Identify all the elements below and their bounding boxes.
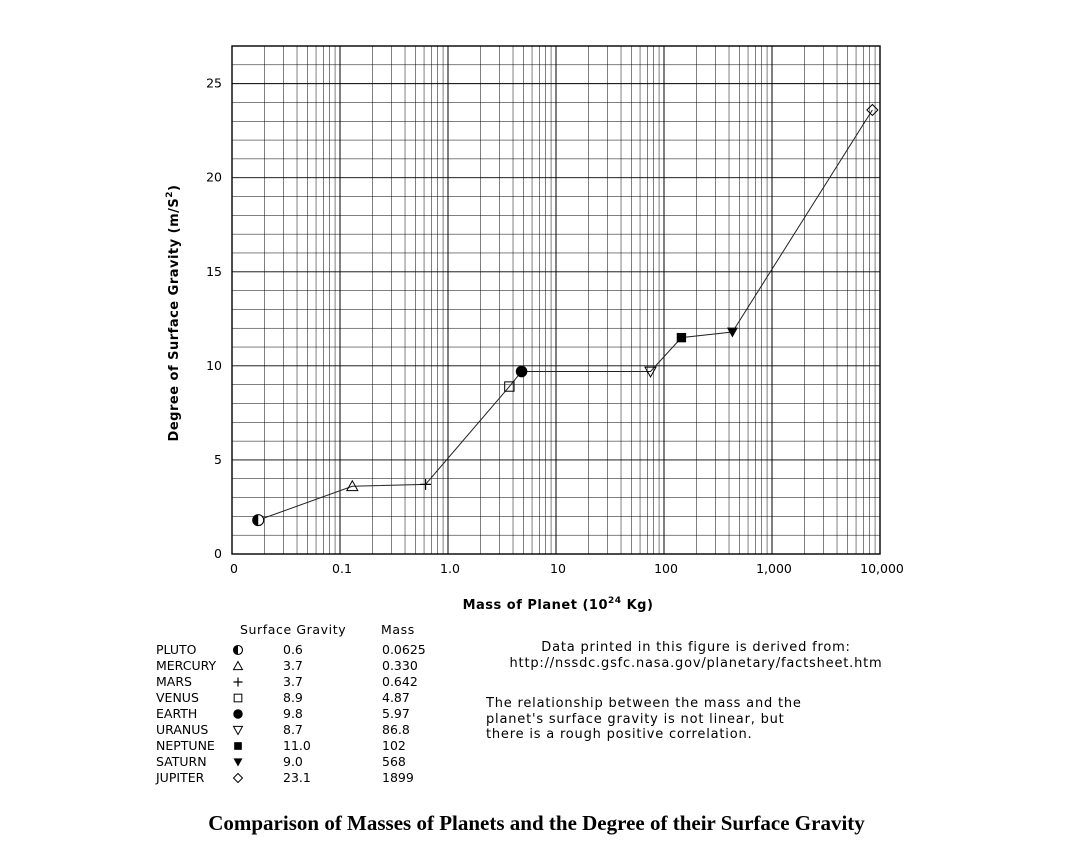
notes <box>466 640 926 742</box>
legend-planet-name: NEPTUNE <box>156 738 215 753</box>
data-markers <box>253 104 878 525</box>
legend-gravity-value: 3.7 <box>283 674 303 689</box>
y-tick-label: 20 <box>206 169 222 185</box>
legend-row-pluto <box>156 642 456 658</box>
legend-mass-value: 102 <box>382 738 406 753</box>
x-tick-label: 100 <box>654 561 678 576</box>
source-line-2: http://nssdc.gsfc.nasa.gov/planetary/factsheet.htm <box>509 655 883 671</box>
legend-marker-icon <box>231 691 245 705</box>
legend-marker-svg <box>231 675 245 689</box>
marker-shape <box>645 367 656 377</box>
relationship-note <box>486 696 926 743</box>
legend-header-gravity: Surface Gravity <box>240 622 347 637</box>
marker-shape <box>234 742 242 750</box>
relationship-line-2: planet's surface gravity is not linear, but <box>486 711 785 727</box>
marker-shape <box>516 366 528 378</box>
marker-shape <box>234 694 242 702</box>
y-tick-label: 0 <box>214 546 222 561</box>
legend-mass-value: 568 <box>382 754 406 769</box>
y-tick-label: 25 <box>206 75 222 91</box>
data-point-pluto <box>253 515 264 526</box>
legend-marker-icon <box>231 723 245 737</box>
legend-row-mars <box>156 674 456 690</box>
legend-planet-name: VENUS <box>156 690 199 705</box>
legend-row-mercury <box>156 658 456 674</box>
legend-marker-icon <box>231 755 245 769</box>
legend-marker-svg <box>231 755 245 769</box>
x-tick-label: 10 <box>550 561 566 576</box>
relationship-line-3: there is a rough positive correlation. <box>486 727 753 742</box>
legend-marker-svg <box>231 643 245 657</box>
legend-marker-icon <box>231 771 245 785</box>
legend-marker-svg <box>231 771 245 785</box>
marker-shape <box>234 726 243 734</box>
legend-planet-name: JUPITER <box>156 770 205 785</box>
legend-marker-svg <box>231 691 245 705</box>
legend-marker-svg <box>231 659 245 673</box>
figure-caption: Comparison of Masses of Planets and the Degree of their Surface Gravity <box>208 811 865 835</box>
legend-mass-value: 1899 <box>382 770 414 785</box>
data-point-earth <box>516 366 528 378</box>
marker-shape <box>677 333 686 342</box>
legend-gravity-value: 9.8 <box>283 706 303 721</box>
legend-marker-svg <box>231 723 245 737</box>
legend-row-saturn <box>156 754 456 770</box>
legend-marker-icon <box>231 739 245 753</box>
x-tick-label: 0.1 <box>332 561 352 576</box>
relationship-line-1: The relationship between the mass and the <box>486 696 802 711</box>
y-tick-label: 10 <box>206 357 222 373</box>
data-point-neptune <box>677 333 686 342</box>
legend-planet-name: MERCURY <box>156 658 217 673</box>
chart-grid <box>232 46 880 554</box>
source-note <box>466 640 926 671</box>
legend-marker-svg <box>231 739 245 753</box>
legend-planet-name: URANUS <box>156 722 209 737</box>
legend-gravity-value: 3.7 <box>283 658 303 673</box>
legend-gravity-value: 23.1 <box>283 770 311 785</box>
legend-planet-name: MARS <box>156 674 192 689</box>
legend-gravity-value: 11.0 <box>283 738 311 753</box>
legend-marker-icon <box>231 659 245 673</box>
legend-marker-icon <box>231 675 245 689</box>
y-axis-ticks <box>206 76 222 561</box>
legend-mass-value: 0.0625 <box>382 642 426 657</box>
x-tick-label: 1.0 <box>440 561 460 576</box>
x-axis-title-sup: 24 <box>608 596 622 606</box>
y-axis-title-end: ) <box>167 184 182 191</box>
legend-mass-value: 4.87 <box>382 690 410 705</box>
legend-planet-name: EARTH <box>156 706 198 721</box>
legend-gravity-value: 0.6 <box>283 642 303 657</box>
series-line <box>258 110 872 520</box>
legend-mass-value: 86.8 <box>382 722 410 737</box>
marker-shape <box>234 774 243 783</box>
legend-marker-icon <box>231 707 245 721</box>
legend-gravity-value: 8.7 <box>283 722 303 737</box>
legend-header-mass: Mass <box>381 622 415 637</box>
data-point-uranus <box>645 367 656 377</box>
marker-shape <box>233 709 242 718</box>
legend-planet-name: SATURN <box>156 754 207 769</box>
legend-marker-icon <box>231 643 245 657</box>
x-tick-label: 10,000 <box>860 561 904 576</box>
legend-row-uranus <box>156 722 456 738</box>
x-tick-label: 1,000 <box>756 561 792 576</box>
y-axis-title-sup: 2 <box>165 190 175 198</box>
marker-shape <box>234 662 243 670</box>
x-axis-title <box>463 596 654 613</box>
legend-row-venus <box>156 690 456 706</box>
y-tick-label: 15 <box>206 263 222 279</box>
legend-row-jupiter <box>156 770 456 786</box>
legend-mass-value: 0.642 <box>382 674 418 689</box>
marker-shape <box>234 678 243 687</box>
marker-shape <box>234 758 243 766</box>
x-axis-title-main: Mass of Planet (10 <box>462 598 609 613</box>
x-axis-ticks <box>230 561 904 576</box>
legend-mass-value: 0.330 <box>382 658 418 673</box>
legend-marker-svg <box>231 707 245 721</box>
legend-planet-name: PLUTO <box>156 642 197 657</box>
y-axis-title <box>165 185 182 442</box>
legend-mass-value: 5.97 <box>382 706 410 721</box>
x-tick-label: 0 <box>230 561 238 576</box>
legend-gravity-value: 8.9 <box>283 690 303 705</box>
legend-gravity-value: 9.0 <box>283 754 303 769</box>
source-line-1: Data printed in this figure is derived from: <box>541 640 851 655</box>
legend-row-neptune <box>156 738 456 754</box>
y-tick-label: 5 <box>214 451 222 467</box>
x-axis-title-end: Kg) <box>621 598 654 613</box>
y-axis-title-main: Degree of Surface Gravity (m/S <box>167 197 182 442</box>
legend-row-earth <box>156 706 456 722</box>
